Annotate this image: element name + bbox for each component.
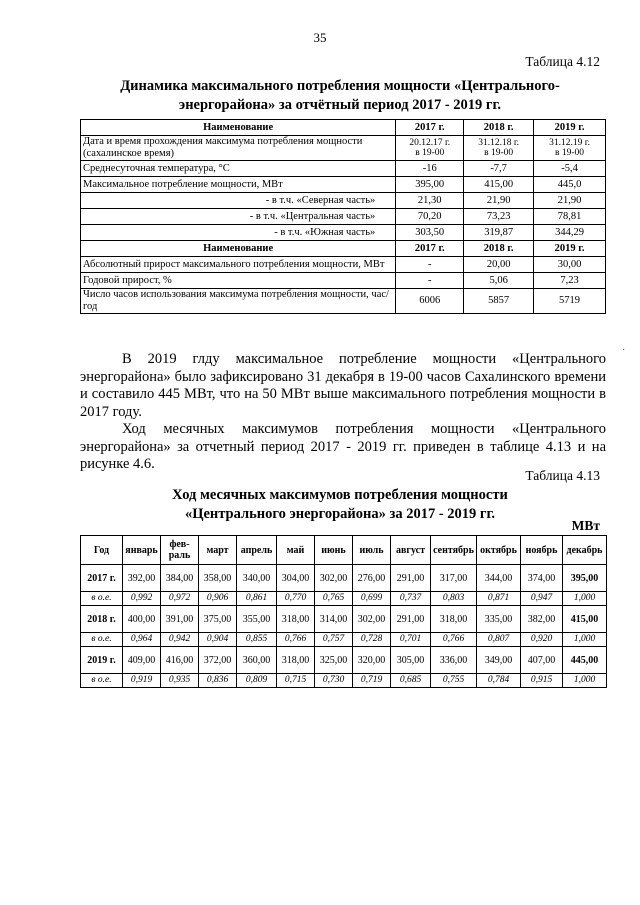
value-cell: 415,00 (464, 177, 534, 193)
year-row (81, 606, 607, 633)
oe-cell: 0,730 (315, 674, 353, 688)
value-cell: 317,00 (431, 565, 477, 592)
header-cell: Год (81, 536, 123, 565)
oe-cell: 0,784 (477, 674, 521, 688)
value-cell: 21,30 (396, 193, 464, 209)
header-cell: фев-раль (161, 536, 199, 565)
oe-cell: 0,871 (477, 592, 521, 606)
table-row (81, 225, 606, 241)
paragraph: Ход месячных максимумов потребления мощности «Центрального энергорайона» за отчетный период 2017 - 2019 гг. приведен в таблице 4.13 и на рисунке 4.6. (80, 421, 606, 472)
table-row (81, 257, 606, 273)
value-cell: 5,06 (464, 273, 534, 289)
table-4-13 (80, 535, 607, 688)
table-row (81, 273, 606, 289)
oe-cell: 0,803 (431, 592, 477, 606)
oe-row (81, 674, 607, 688)
value-cell: 395,00 (396, 177, 464, 193)
oe-cell: 1,000 (563, 633, 607, 647)
table-row (81, 177, 606, 193)
row-name: - в т.ч. «Южная часть» (81, 225, 396, 241)
value-cell: 445,00 (563, 647, 607, 674)
header-cell: август (391, 536, 431, 565)
table-4-12 (80, 119, 606, 314)
value-cell: 409,00 (123, 647, 161, 674)
table-row (81, 193, 606, 209)
value-cell: 407,00 (521, 647, 563, 674)
year-cell: 2019 г. (81, 647, 123, 674)
value-cell: 318,00 (277, 647, 315, 674)
header-cell: сентябрь (431, 536, 477, 565)
header-cell: май (277, 536, 315, 565)
value-cell: 5719 (534, 289, 606, 314)
value-cell: 5857 (464, 289, 534, 314)
value-cell: 335,00 (477, 606, 521, 633)
value-cell: 302,00 (353, 606, 391, 633)
value-cell: 70,20 (396, 209, 464, 225)
oe-cell: 0,715 (277, 674, 315, 688)
oe-cell: 0,861 (237, 592, 277, 606)
table-4-13-title: Ход месячных максимумов потребления мощности «Центрального энергорайона» за 2017 - 2019 гг. (172, 487, 508, 522)
oe-cell: 0,992 (123, 592, 161, 606)
unit-label: МВт (571, 518, 600, 533)
value-cell: 320,00 (353, 647, 391, 674)
value-cell: 31.12.18 г. в 19-00 (464, 136, 534, 161)
oe-cell: 0,737 (391, 592, 431, 606)
value-cell: 73,23 (464, 209, 534, 225)
value-cell: 318,00 (277, 606, 315, 633)
oe-cell: 0,766 (431, 633, 477, 647)
oe-cell: 0,719 (353, 674, 391, 688)
value-cell: 416,00 (161, 647, 199, 674)
oe-cell: 0,964 (123, 633, 161, 647)
year-cell: 2018 г. (81, 606, 123, 633)
value-cell: 7,23 (534, 273, 606, 289)
oe-cell: 1,000 (563, 674, 607, 688)
value-cell: 276,00 (353, 565, 391, 592)
table-row (81, 161, 606, 177)
value-cell: 21,90 (464, 193, 534, 209)
header-cell: январь (123, 536, 161, 565)
table-header-row (81, 120, 606, 136)
value-cell: 30,00 (534, 257, 606, 273)
oe-cell: 0,809 (237, 674, 277, 688)
value-cell: 319,87 (464, 225, 534, 241)
table-row (81, 209, 606, 225)
year-row (81, 565, 607, 592)
oe-cell: 0,904 (199, 633, 237, 647)
value-cell: - (396, 257, 464, 273)
oe-cell: 0,685 (391, 674, 431, 688)
body-text (80, 351, 606, 474)
value-cell: 344,00 (477, 565, 521, 592)
value-cell: 382,00 (521, 606, 563, 633)
value-cell: 344,29 (534, 225, 606, 241)
table-4-12-title: Динамика максимального потребления мощности «Центрального- энергорайона» за отчётный период 2017 - 2019 гг. (120, 78, 560, 113)
oe-cell: 0,755 (431, 674, 477, 688)
oe-cell: 0,770 (277, 592, 315, 606)
oe-cell: 0,757 (315, 633, 353, 647)
oe-cell: 1,000 (563, 592, 607, 606)
oe-cell: 0,807 (477, 633, 521, 647)
value-cell: 291,00 (391, 565, 431, 592)
value-cell: -16 (396, 161, 464, 177)
oe-cell: 0,699 (353, 592, 391, 606)
value-cell: 305,00 (391, 647, 431, 674)
page-number: 35 (313, 30, 327, 45)
value-cell: 78,81 (534, 209, 606, 225)
oe-label: в о.е. (81, 633, 123, 647)
value-cell: 6006 (396, 289, 464, 314)
header-cell: ноябрь (521, 536, 563, 565)
header-cell: апрель (237, 536, 277, 565)
oe-row (81, 633, 607, 647)
row-name: Среднесуточная температура, °С (81, 161, 396, 177)
header-cell: Наименование (81, 241, 396, 257)
value-cell: 358,00 (199, 565, 237, 592)
header-cell: 2019 г. (534, 120, 606, 136)
value-cell: 360,00 (237, 647, 277, 674)
value-cell: 384,00 (161, 565, 199, 592)
header-cell: 2019 г. (534, 241, 606, 257)
value-cell: 20,00 (464, 257, 534, 273)
value-cell: 400,00 (123, 606, 161, 633)
oe-cell: 0,935 (161, 674, 199, 688)
header-cell: октябрь (477, 536, 521, 565)
row-name: - в т.ч. «Центральная часть» (81, 209, 396, 225)
oe-cell: 0,919 (123, 674, 161, 688)
header-cell: декабрь (563, 536, 607, 565)
oe-cell: 0,915 (521, 674, 563, 688)
value-cell: -7,7 (464, 161, 534, 177)
paragraph: В 2019 глду максимальное потребление мощности «Центрального энергорайона» было зафиксировано 31 декабря в 19-00 часов Сахалинского времени и составило 445 МВт, что на 50 МВт выше максимального потребления мощности в 2017 году. (80, 351, 606, 420)
oe-cell: 0,701 (391, 633, 431, 647)
oe-cell: 0,947 (521, 592, 563, 606)
year-row (81, 647, 607, 674)
value-cell: 302,00 (315, 565, 353, 592)
header-cell: июль (353, 536, 391, 565)
value-cell: 21,90 (534, 193, 606, 209)
oe-cell: 0,728 (353, 633, 391, 647)
header-cell: 2018 г. (464, 120, 534, 136)
table-row (81, 289, 606, 314)
row-name: Максимальное потребление мощности, МВт (81, 177, 396, 193)
value-cell: 375,00 (199, 606, 237, 633)
oe-cell: 0,942 (161, 633, 199, 647)
value-cell: 340,00 (237, 565, 277, 592)
oe-cell: 0,920 (521, 633, 563, 647)
oe-cell: 0,766 (277, 633, 315, 647)
value-cell: 20.12.17 г. в 19-00 (396, 136, 464, 161)
oe-cell: 0,855 (237, 633, 277, 647)
year-cell: 2017 г. (81, 565, 123, 592)
oe-row (81, 592, 607, 606)
table-4-12-label: Таблица 4.12 (525, 54, 600, 69)
value-cell: 31.12.19 г. в 19-00 (534, 136, 606, 161)
header-cell: Наименование (81, 120, 396, 136)
row-name: Годовой прирост, % (81, 273, 396, 289)
value-cell: 336,00 (431, 647, 477, 674)
value-cell: 374,00 (521, 565, 563, 592)
value-cell: - (396, 273, 464, 289)
value-cell: 355,00 (237, 606, 277, 633)
value-cell: 349,00 (477, 647, 521, 674)
value-cell: 415,00 (563, 606, 607, 633)
value-cell: 395,00 (563, 565, 607, 592)
header-cell: июнь (315, 536, 353, 565)
oe-label: в о.е. (81, 592, 123, 606)
value-cell: 391,00 (161, 606, 199, 633)
value-cell: 304,00 (277, 565, 315, 592)
value-cell: 314,00 (315, 606, 353, 633)
oe-cell: 0,906 (199, 592, 237, 606)
oe-cell: 0,972 (161, 592, 199, 606)
scan-mark: · (622, 345, 626, 356)
header-cell: 2017 г. (396, 241, 464, 257)
oe-cell: 0,765 (315, 592, 353, 606)
row-name: Абсолютный прирост максимального потребления мощности, МВт (81, 257, 396, 273)
header-cell: март (199, 536, 237, 565)
oe-label: в о.е. (81, 674, 123, 688)
table-header-row (81, 536, 607, 565)
table-header-row (81, 241, 606, 257)
value-cell: 445,0 (534, 177, 606, 193)
value-cell: 318,00 (431, 606, 477, 633)
header-cell: 2018 г. (464, 241, 534, 257)
table-4-13-label: Таблица 4.13 (525, 468, 600, 483)
row-name: - в т.ч. «Северная часть» (81, 193, 396, 209)
table-row (81, 136, 606, 161)
value-cell: 291,00 (391, 606, 431, 633)
value-cell: 325,00 (315, 647, 353, 674)
row-name: Число часов использования максимума потребления мощности, час/год (81, 289, 396, 314)
value-cell: 372,00 (199, 647, 237, 674)
row-name: Дата и время прохождения максимума потребления мощности (сахалинское время) (81, 136, 396, 161)
value-cell: -5,4 (534, 161, 606, 177)
oe-cell: 0,836 (199, 674, 237, 688)
value-cell: 303,50 (396, 225, 464, 241)
header-cell: 2017 г. (396, 120, 464, 136)
value-cell: 392,00 (123, 565, 161, 592)
